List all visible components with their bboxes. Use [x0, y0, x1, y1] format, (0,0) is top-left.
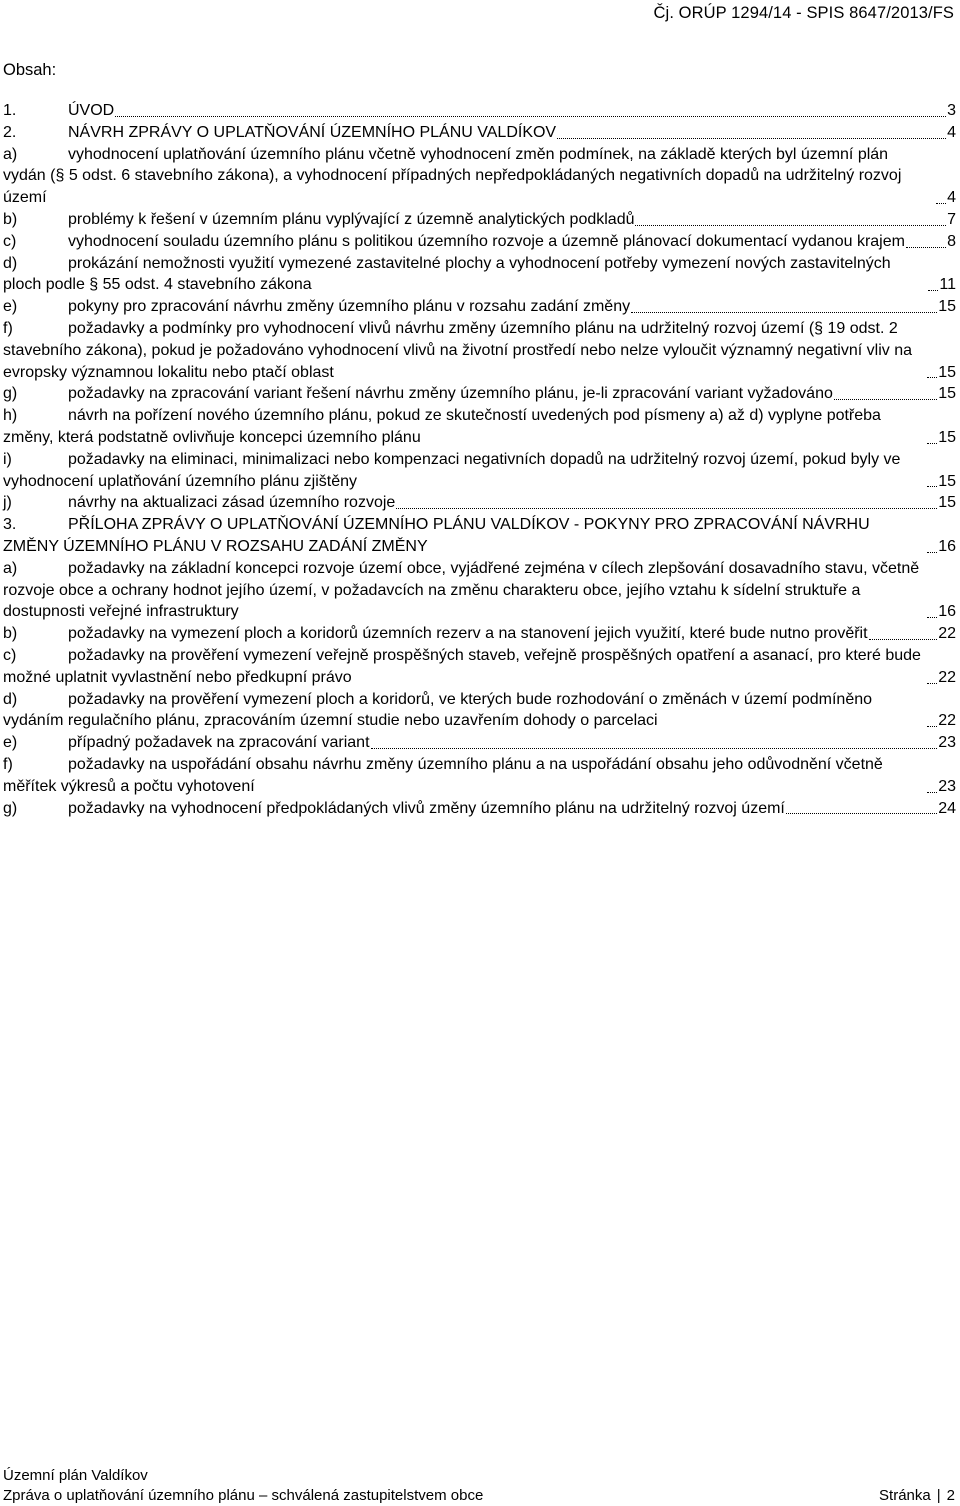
- toc-entry-page: 16: [938, 603, 956, 621]
- toc-entry[interactable]: [3, 645, 956, 689]
- toc-entry-page: 11: [939, 276, 956, 294]
- toc-entry-number: j): [3, 494, 12, 512]
- toc-dot-leader: [631, 311, 937, 313]
- toc-entry[interactable]: [3, 558, 956, 623]
- toc-entry-title: PŘÍLOHA ZPRÁVY O UPLATŇOVÁNÍ ÚZEMNÍHO PLÁNU VALDÍKOV - POKYNY PRO ZPRACOVÁNÍ NÁVRHU ZMĚNY ÚZEMNÍHO PLÁNU V ROZSAHU ZADÁNÍ ZMĚNY: [3, 516, 870, 555]
- toc-entry-number: c): [3, 232, 17, 250]
- toc-entry[interactable]: [3, 405, 956, 449]
- document-reference: Čj. ORÚP 1294/14 - SPIS 8647/2013/FS: [653, 4, 954, 22]
- footer-plan-name: Územní plán Valdíkov: [3, 1467, 148, 1484]
- footer-page-label: Stránka: [879, 1487, 931, 1504]
- footer-page-separator: |: [936, 1487, 941, 1504]
- toc-entry[interactable]: [3, 122, 956, 144]
- toc-entry-number: f): [3, 319, 13, 337]
- toc-entry[interactable]: [3, 732, 956, 754]
- toc-entry-number: b): [3, 625, 18, 643]
- toc-entry-title: NÁVRH ZPRÁVY O UPLATŇOVÁNÍ ÚZEMNÍHO PLÁNU VALDÍKOV: [68, 123, 557, 141]
- toc-entry-title: požadavky na vymezení ploch a koridorů územních rezerv a na stanovení jejich využití, které bude nutno prověřit: [68, 625, 868, 643]
- toc-entry[interactable]: [3, 754, 956, 798]
- toc-entry-title: návrhy na aktualizaci zásad územního rozvoje: [68, 494, 396, 512]
- toc-entry-page: 23: [938, 734, 956, 752]
- toc-dot-leader: [927, 616, 937, 618]
- toc-entry-page: 15: [938, 385, 956, 403]
- toc-entry-title: požadavky na eliminaci, minimalizaci nebo kompenzaci negativních dopadů na udržitelný rozvoj území, pokud byly ve vyhodnocení uplatňování územního plánu zjištěny: [3, 450, 901, 490]
- toc-entry[interactable]: [3, 209, 956, 231]
- toc-entry-number: c): [3, 646, 17, 664]
- toc-dot-leader: [557, 137, 946, 139]
- toc-entry-title: požadavky na prověření vymezení veřejně prospěšných staveb, veřejně prospěšných opatření a asanací, pro které bude možné uplatnit vyvlastnění nebo předkupní právo: [3, 646, 921, 686]
- toc-dot-leader: [786, 812, 937, 814]
- toc-entry-page: 4: [947, 123, 956, 141]
- toc-entry-number: d): [3, 690, 18, 708]
- toc-entry-page: 15: [938, 494, 956, 512]
- toc-entry-number: e): [3, 734, 18, 752]
- toc-entry-title: požadavky na uspořádání obsahu návrhu změny územního plánu a na uspořádání obsahu jeho odůvodnění včetně měřítek výkresů a počtu vyhotovení: [3, 755, 883, 795]
- toc-entry[interactable]: [3, 798, 956, 820]
- toc-dot-leader: [115, 115, 946, 117]
- toc-entry-page: 22: [938, 712, 956, 730]
- toc-entry-page: 8: [947, 232, 956, 250]
- toc-entry-number: a): [3, 559, 18, 577]
- toc-dot-leader: [869, 638, 938, 640]
- toc-entry-title: požadavky a podmínky pro vyhodnocení vlivů návrhu změny územního plánu na udržitelný rozvoj území (§ 19 odst. 2 stavebního zákona), pokud je požadováno vyhodnocení vlivů na životní prostředí nebo nelze vyloučit významný negativní vliv na evropsky významnou lokalitu nebo ptačí oblast: [3, 319, 912, 381]
- toc-entry[interactable]: [3, 492, 956, 514]
- footer-page-number: 2: [946, 1487, 955, 1504]
- toc-entry-title: požadavky na vyhodnocení předpokládaných vlivů změny územního plánu na udržitelný rozvoj území: [68, 799, 785, 817]
- toc-entry-number: g): [3, 385, 18, 403]
- toc-entry[interactable]: [3, 449, 956, 493]
- toc-entry-title: vyhodnocení souladu územního plánu s politikou územního rozvoje a územně plánovací dokumentací vydanou krajem: [68, 232, 905, 250]
- toc-entry-number: b): [3, 210, 18, 228]
- toc-entry-title: případný požadavek na zpracování variant: [68, 734, 370, 752]
- toc-entry-page: 16: [938, 537, 956, 555]
- toc-entry-number: a): [3, 145, 18, 163]
- toc-entry[interactable]: [3, 514, 956, 558]
- toc-entry-title: vyhodnocení uplatňování územního plánu včetně vyhodnocení změn podmínek, na základě kterých byl územní plán vydán (§ 5 odst. 6 stavebního zákona), a vyhodnocení případných nepředpokládaných negativních dopadů na udržitelný rozvoj území: [3, 145, 902, 207]
- toc-dot-leader: [927, 551, 937, 553]
- toc-entry[interactable]: [3, 144, 956, 209]
- toc-entry-page: 4: [947, 189, 956, 207]
- toc-entry-number: 1.: [3, 102, 17, 119]
- toc-dot-leader: [927, 682, 937, 684]
- toc-entry[interactable]: [3, 253, 956, 297]
- toc-entry-page: 22: [938, 625, 956, 643]
- toc-entry-title: ÚVOD: [68, 102, 115, 119]
- toc-dot-leader: [927, 485, 937, 487]
- toc-entry[interactable]: [3, 689, 956, 733]
- toc-entry-page: 15: [938, 428, 956, 446]
- footer-report-title: Zpráva o uplatňování územního plánu – schválená zastupitelstvem obce: [3, 1487, 484, 1504]
- toc-entry-page: 15: [938, 298, 956, 316]
- toc-entry-title: požadavky na prověření vymezení ploch a koridorů, ve kterých bude rozhodování o změnách v území podmíněno vydáním regulačního plánu, zpracováním územní studie nebo uzavřením dohody o parcelaci: [3, 690, 873, 730]
- toc-entry-number: f): [3, 755, 13, 773]
- toc-entry-number: g): [3, 799, 18, 817]
- toc-dot-leader: [371, 747, 938, 749]
- contents-title: Obsah:: [3, 61, 57, 79]
- toc-entry-number: h): [3, 407, 18, 425]
- page-footer: [3, 1466, 955, 1506]
- toc-entry-number: d): [3, 254, 18, 272]
- toc-entry-title: požadavky na zpracování variant řešení návrhu změny územního plánu, je-li zpracování variant vyžadováno: [68, 385, 833, 403]
- toc-dot-leader: [396, 507, 937, 509]
- toc-dot-leader: [635, 224, 946, 226]
- toc-entry[interactable]: [3, 296, 956, 318]
- toc-entry-page: 7: [947, 210, 956, 228]
- toc-dot-leader: [927, 791, 937, 793]
- toc-entry-page: 24: [938, 799, 956, 817]
- toc-entry-page: 23: [938, 777, 956, 795]
- toc-entry-number: i): [3, 450, 12, 468]
- table-of-contents: [3, 100, 956, 819]
- toc-entry-title: prokázání nemožnosti využití vymezené zastavitelné plochy a vyhodnocení potřeby vymezení nových zastavitelných ploch podle § 55 odst. 4 stavebního zákona: [3, 254, 891, 294]
- toc-entry-title: problémy k řešení v územním plánu vyplývající z územně analytických podkladů: [68, 210, 635, 228]
- toc-entry[interactable]: [3, 623, 956, 645]
- toc-entry-number: 2.: [3, 123, 17, 141]
- toc-entry-page: 15: [938, 363, 956, 381]
- toc-dot-leader: [927, 442, 937, 444]
- toc-entry-title: návrh na pořízení nového územního plánu, pokud ze skutečností uvedených pod písmeny a) až d) vyplyne potřeba změny, která podstatně ovlivňuje koncepci územního plánu: [3, 407, 881, 446]
- toc-dot-leader: [927, 376, 937, 378]
- toc-dot-leader: [906, 246, 946, 248]
- toc-dot-leader: [927, 725, 937, 727]
- toc-entry-page: 15: [938, 472, 956, 490]
- toc-entry-number: e): [3, 298, 18, 316]
- toc-entry[interactable]: [3, 231, 956, 253]
- toc-entry-page: 3: [947, 102, 956, 119]
- toc-entry[interactable]: [3, 318, 956, 383]
- toc-entry[interactable]: [3, 383, 956, 405]
- toc-dot-leader: [928, 289, 938, 291]
- toc-dot-leader: [834, 398, 937, 400]
- toc-entry-page: 22: [938, 668, 956, 686]
- toc-entry-title: požadavky na základní koncepci rozvoje území obce, vyjádřené zejména v cílech zlepšování dosavadního stavu, včetně rozvoje obce a ochrany hodnot jejího území, v požadavcích na změnu charakteru obce, jejího vztahu k sídelní struktuře a dostupnosti veřejné infrastruktury: [3, 559, 920, 621]
- toc-entry-number: 3.: [3, 516, 17, 534]
- toc-entry-title: pokyny pro zpracování návrhu změny územního plánu v rozsahu zadání změny: [68, 298, 631, 316]
- toc-entry[interactable]: [3, 100, 956, 122]
- toc-dot-leader: [936, 202, 946, 204]
